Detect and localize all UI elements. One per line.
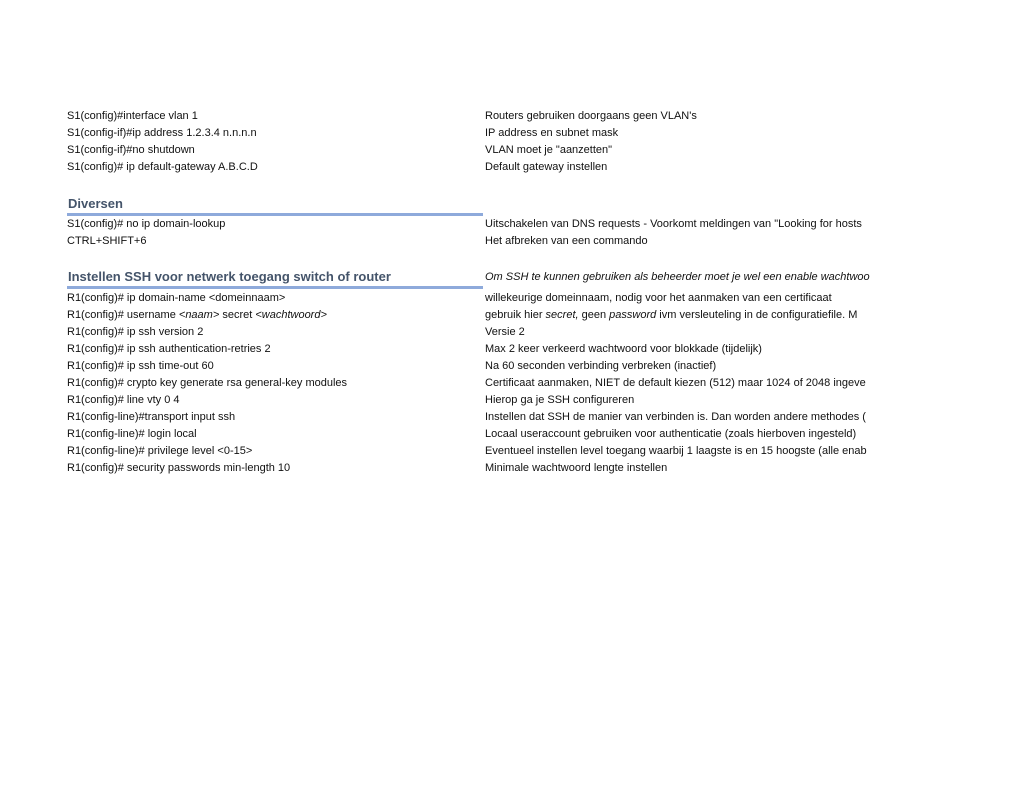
table-row (67, 460, 893, 477)
table-row (67, 375, 893, 392)
command-text: S1(config)# ip default-gateway A.B.C.D (67, 161, 258, 173)
description-text: Minimale wachtwoord lengte instellen (485, 462, 668, 474)
description-text: Certificaat aanmaken, NIET de default kiezen (512) maar 1024 of 2048 ingeve (485, 377, 866, 389)
command-text: R1(config)# crypto key generate rsa general-key modules (67, 377, 348, 389)
table-row (67, 125, 893, 142)
command-text: CTRL+SHIFT+6 (67, 235, 147, 247)
description-text: Instellen dat SSH de manier van verbinden is. Dan worden andere methodes ( (485, 411, 866, 423)
description-text: gebruik hier secret, geen password ivm versleuteling in de configuratiefile. M (485, 309, 858, 321)
command-text: R1(config)# ip ssh time-out 60 (67, 360, 214, 372)
command-text: R1(config-line)# login local (67, 428, 197, 440)
description-text: Default gateway instellen (485, 161, 608, 173)
description-text: Hierop ga je SSH configureren (485, 394, 635, 406)
description-text: Locaal useraccount gebruiken voor authenticatie (zoals hierboven ingesteld) (485, 428, 857, 440)
table-row (67, 443, 893, 460)
section-title: Diversen (68, 196, 123, 211)
description-text: Na 60 seconden verbinding verbreken (inactief) (485, 360, 717, 372)
table-row (67, 341, 893, 358)
table-row (67, 324, 893, 341)
description-text: Eventueel instellen level toegang waarbij 1 laagste is en 15 hoogste (alle enab (485, 445, 867, 457)
table-row (67, 290, 893, 307)
description-text: Het afbreken van een commando (485, 235, 648, 247)
description-text: IP address en subnet mask (485, 127, 619, 139)
section-heading-ssh (67, 267, 893, 287)
command-text: R1(config)# ip ssh version 2 (67, 326, 204, 338)
section-note: Om SSH te kunnen gebruiken als beheerder moet je wel een enable wachtwoo (485, 271, 870, 283)
table-row (67, 159, 893, 176)
section-divider (67, 286, 483, 289)
description-text: Uitschakelen van DNS requests - Voorkomt meldingen van "Looking for hosts (485, 218, 862, 230)
section-title: Instellen SSH voor netwerk toegang switch of router (68, 269, 391, 284)
command-text: R1(config-line)# privilege level <0-15> (67, 445, 253, 457)
command-text: R1(config-line)#transport input ssh (67, 411, 236, 423)
command-text: S1(config-if)#no shutdown (67, 144, 195, 156)
command-text: R1(config)# security passwords min-length 10 (67, 462, 291, 474)
command-text: R1(config)# username <naam> secret <wachtwoord> (67, 309, 327, 321)
command-text: S1(config)# no ip domain-lookup (67, 218, 226, 230)
description-text: willekeurige domeinnaam, nodig voor het aanmaken van een certificaat (485, 292, 832, 304)
description-text: VLAN moet je "aanzetten" (485, 144, 613, 156)
table-row (67, 392, 893, 409)
table-row (67, 108, 893, 125)
table-row (67, 358, 893, 375)
table-row (67, 142, 893, 159)
table-row (67, 426, 893, 443)
table-row (67, 307, 893, 324)
command-text: R1(config)# line vty 0 4 (67, 394, 180, 406)
table-row (67, 216, 893, 233)
description-text: Versie 2 (485, 326, 525, 338)
description-text: Routers gebruiken doorgaans geen VLAN's (485, 110, 697, 122)
table-row (67, 233, 893, 250)
command-text: S1(config-if)#ip address 1.2.3.4 n.n.n.n (67, 127, 257, 139)
description-text: Max 2 keer verkeerd wachtwoord voor blokkade (tijdelijk) (485, 343, 762, 355)
section-heading-diversen (67, 194, 893, 214)
command-text: S1(config)#interface vlan 1 (67, 110, 198, 122)
table-row (67, 409, 893, 426)
command-text: R1(config)# ip domain-name <domeinnaam> (67, 292, 286, 304)
command-text: R1(config)# ip ssh authentication-retries 2 (67, 343, 271, 355)
